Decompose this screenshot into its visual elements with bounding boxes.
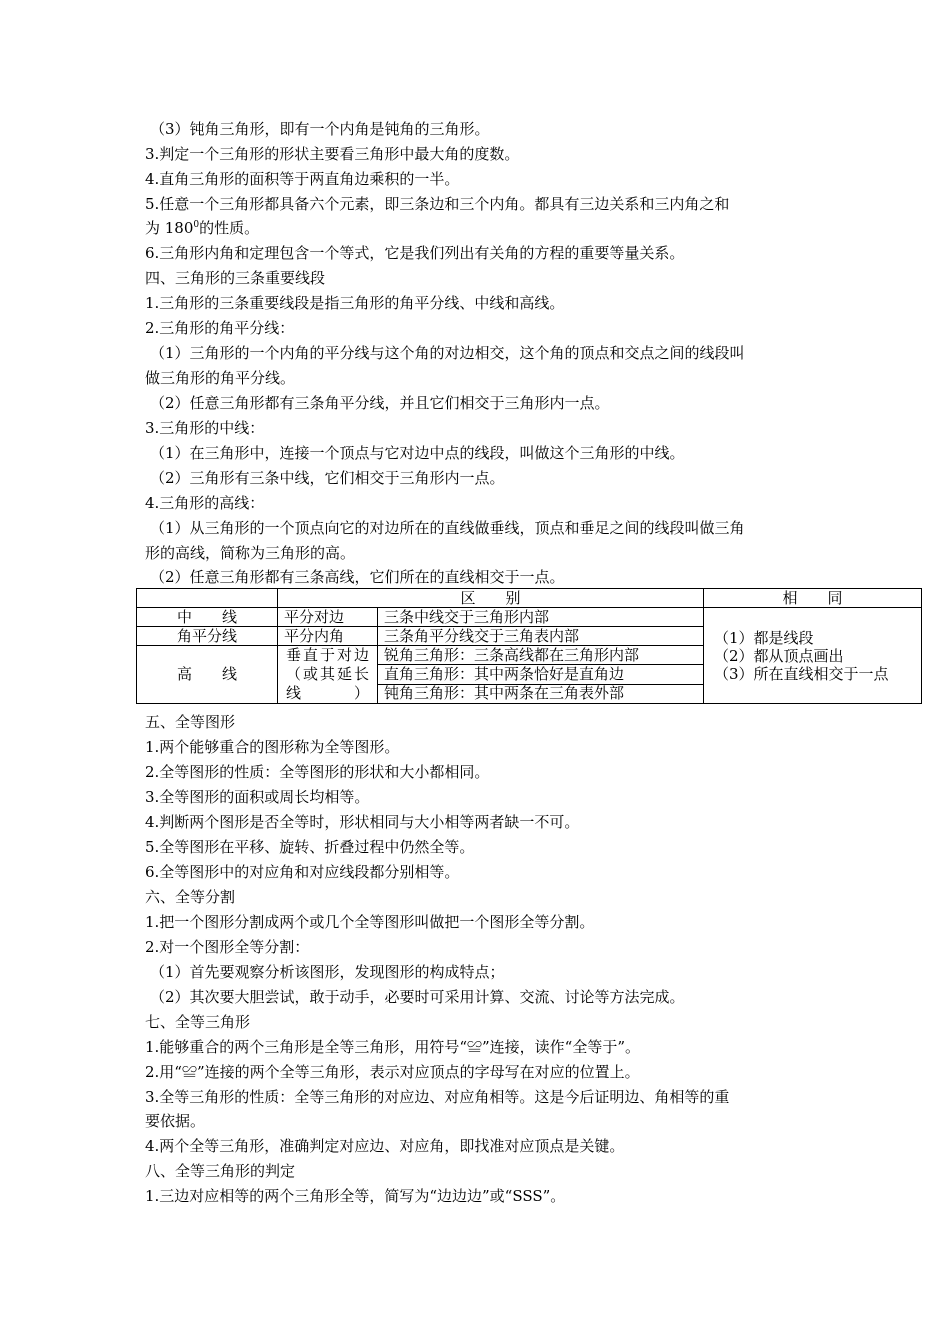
text-line: （1）三角形的一个内角的平分线与这个角的对边相交，这个角的顶点和交点之间的线段叫 <box>150 344 745 362</box>
text-line: （1）在三角形中，连接一个顶点与它对边中点的线段，叫做这个三角形的中线。 <box>150 444 685 462</box>
text-line: （3）钝角三角形，即有一个内角是钝角的三角形。 <box>150 120 490 138</box>
comparison-table <box>136 588 922 704</box>
same-item: （3）所在直线相交于一点 <box>714 664 889 683</box>
median-def: 平分对边 <box>278 608 378 627</box>
text-line-angle-sum <box>145 218 810 238</box>
angle-sum-suffix: 的性质。 <box>199 219 260 237</box>
text-line: 3.三角形的中线： <box>145 419 265 437</box>
section-heading: 五、全等图形 <box>145 713 236 731</box>
text-line: （2）三角形有三条中线，它们相交于三角形内一点。 <box>150 469 505 487</box>
table-header-empty <box>137 589 278 608</box>
section-heading: 八、全等三角形的判定 <box>145 1162 296 1180</box>
altitude-fact-right: 直角三角形：其中两条恰好是直角边 <box>378 665 704 684</box>
section-heading: 七、全等三角形 <box>145 1013 251 1031</box>
text-line: 1.两个能够重合的图形称为全等图形。 <box>145 738 400 756</box>
text-line: 2.全等图形的性质：全等图形的形状和大小都相同。 <box>145 763 490 781</box>
table-header-same: 相 同 <box>704 589 922 608</box>
text-line: 2.三角形的角平分线： <box>145 319 295 337</box>
text-line: 1.三边对应相等的两个三角形全等，简写为“边边边”或“SSS”。 <box>145 1187 566 1205</box>
table-header-diff: 区 别 <box>278 589 704 608</box>
text-line: 5.任意一个三角形都具备六个元素，即三条边和三个内角。都具有三边关系和三内角之和 <box>145 195 730 213</box>
table-header-row <box>137 589 922 608</box>
text-line: （2）其次要大胆尝试，敢于动手，必要时可采用计算、交流、讨论等方法完成。 <box>150 988 685 1006</box>
text-line: 1.能够重合的两个三角形是全等三角形，用符号“≌”连接，读作“全等于”。 <box>145 1038 640 1056</box>
median-fact: 三条中线交于三角形内部 <box>378 608 704 627</box>
same-cell <box>704 608 922 704</box>
median-name: 中 线 <box>137 608 278 627</box>
text-line: 3.全等图形的面积或周长均相等。 <box>145 788 370 806</box>
text-line: 5.全等图形在平移、旋转、折叠过程中仍然全等。 <box>145 838 475 856</box>
altitude-fact-obtuse: 钝角三角形：其中两条在三角表外部 <box>378 684 704 703</box>
text-line: 形的高线，简称为三角形的高。 <box>145 544 356 562</box>
text-line: 4.两个全等三角形，准确判定对应边、对应角，即找准对应顶点是关键。 <box>145 1137 625 1155</box>
text-line: （1）从三角形的一个顶点向它的对边所在的直线做垂线，顶点和垂足之间的线段叫做三角 <box>150 519 745 537</box>
same-item: （1）都是线段 <box>714 628 814 647</box>
text-line: 4.三角形的高线： <box>145 494 265 512</box>
text-line: 6.三角形内角和定理包含一个等式，它是我们列出有关角的方程的重要等量关系。 <box>145 244 685 262</box>
text-line: （2）任意三角形都有三条高线，它们所在的直线相交于一点。 <box>150 568 565 586</box>
text-line: 6.全等图形中的对应角和对应线段都分别相等。 <box>145 863 460 881</box>
text-line: 2.用“≌”连接的两个全等三角形，表示对应顶点的字母写在对应的位置上。 <box>145 1063 640 1081</box>
text-line: 1.三角形的三条重要线段是指三角形的角平分线、中线和高线。 <box>145 294 565 312</box>
altitude-name: 高 线 <box>137 646 278 704</box>
bisector-def: 平分内角 <box>278 627 378 646</box>
text-line: 2.对一个图形全等分割： <box>145 938 310 956</box>
angle-sum-prefix: 为 180 <box>145 219 194 237</box>
bisector-fact: 三条角平分线交于三角表内部 <box>378 627 704 646</box>
text-line: 4.判断两个图形是否全等时，形状相同与大小相等两者缺一不可。 <box>145 813 580 831</box>
table-row-median <box>137 608 922 627</box>
text-line: 3.全等三角形的性质：全等三角形的对应边、对应角相等。这是今后证明边、角相等的重 <box>145 1088 730 1106</box>
same-item: （2）都从顶点画出 <box>714 646 844 665</box>
section-heading: 四、三角形的三条重要线段 <box>145 269 326 287</box>
altitude-fact-acute: 锐角三角形：三条高线都在三角形内部 <box>378 646 704 665</box>
text-line: 1.把一个图形分割成两个或几个全等图形叫做把一个图形全等分割。 <box>145 913 595 931</box>
bisector-name: 角平分线 <box>137 627 278 646</box>
text-line: 做三角形的角平分线。 <box>145 369 296 387</box>
text-line: （1）首先要观察分析该图形，发现图形的构成特点； <box>150 963 505 981</box>
text-line: （2）任意三角形都有三条角平分线，并且它们相交于三角形内一点。 <box>150 394 610 412</box>
text-line: 3.判定一个三角形的形状主要看三角形中最大角的度数。 <box>145 145 520 163</box>
text-line: 4.直角三角形的面积等于两直角边乘积的一半。 <box>145 170 460 188</box>
angle-sum-degree: 0 <box>193 220 200 230</box>
section-heading: 六、全等分割 <box>145 888 236 906</box>
text-line: 要依据。 <box>145 1112 206 1130</box>
altitude-def: 垂直于对边（或其延长线） <box>278 646 378 704</box>
